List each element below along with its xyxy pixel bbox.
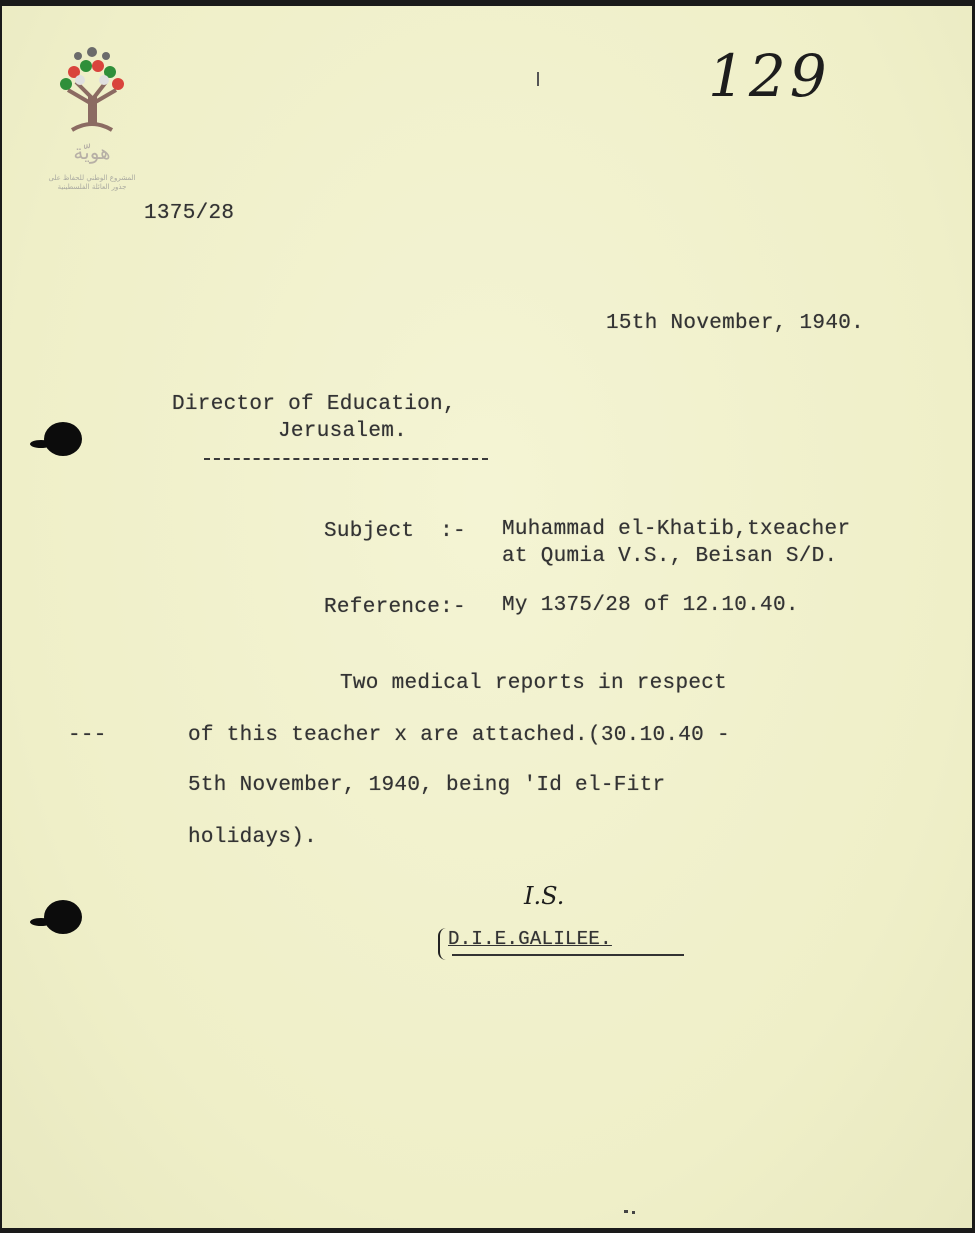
punch-hole-top — [44, 422, 82, 456]
file-reference: 1375/28 — [144, 202, 235, 225]
addressee-line-2: Jerusalem. — [278, 420, 408, 443]
addressee-underline — [204, 458, 488, 460]
reference-text: My 1375/28 of 12.10.40. — [502, 594, 799, 617]
subject-line-2: at Qumia V.S., Beisan S/D. — [502, 545, 838, 568]
punch-hole-bottom — [44, 900, 82, 934]
logo-tagline-2: جذور العائلة الفلسطينية — [57, 183, 127, 191]
logo-title: هويّة — [73, 140, 111, 164]
body-line-1: Two medical reports in respect — [340, 672, 728, 695]
subject-label: Subject :- — [324, 520, 466, 543]
logo-tagline-1: المشروع الوطني للحفاظ على — [48, 174, 136, 182]
signature-pen-mark — [438, 928, 448, 960]
addressee-line-1: Director of Education, — [172, 393, 456, 416]
paper-speck — [632, 1211, 635, 1214]
tick-mark — [537, 72, 539, 86]
body-line-2: of this teacher x are attached.(30.10.40 - — [188, 724, 730, 747]
paper-speck — [624, 1210, 628, 1213]
body-line-3: 5th November, 1940, being 'Id el-Fitr — [188, 774, 666, 797]
handwritten-initials: I.S. — [524, 882, 565, 910]
body-line-4: holidays). — [188, 826, 318, 849]
subject-line-1: Muhammad el-Khatib,txeacher — [502, 518, 851, 541]
tree-logo-icon — [46, 38, 138, 138]
reference-label: Reference:- — [324, 596, 466, 619]
document-page — [2, 6, 972, 1228]
page-number: 129 — [708, 42, 831, 110]
letter-date: 15th November, 1940. — [606, 312, 865, 335]
signature-underline — [452, 954, 684, 956]
margin-mark: --- — [68, 724, 107, 747]
signature-block: D.I.E.GALILEE. — [448, 928, 612, 950]
